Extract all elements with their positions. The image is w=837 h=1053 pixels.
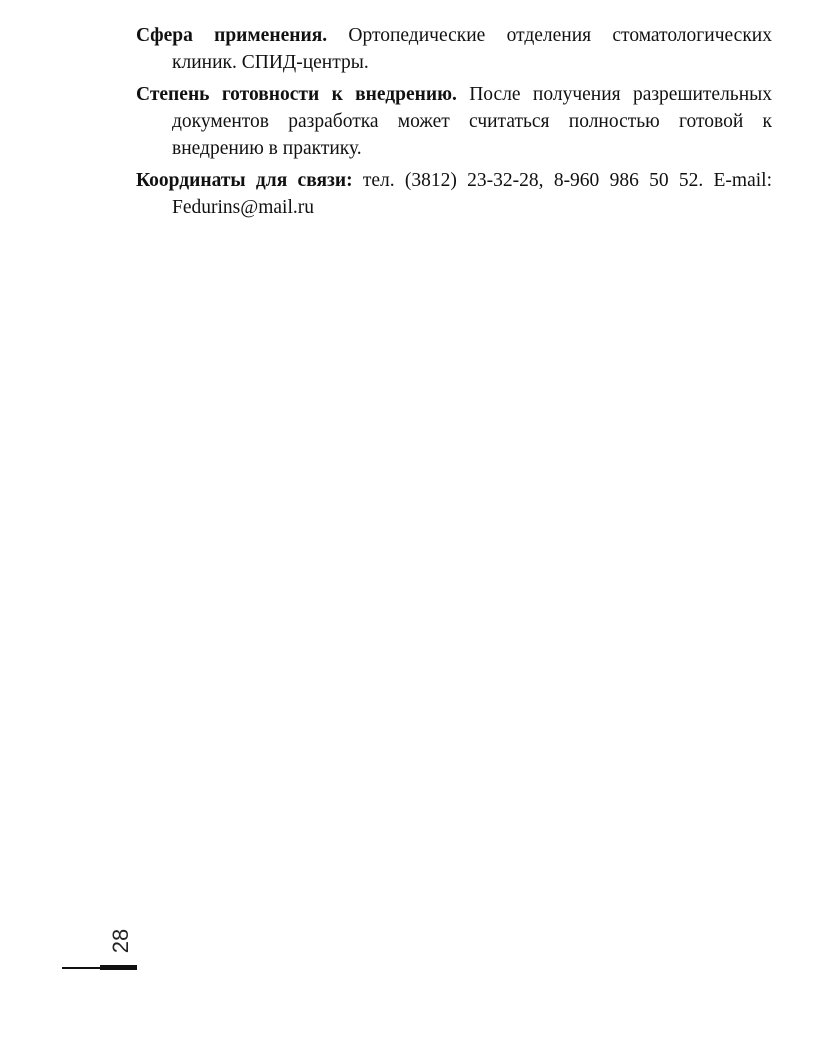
contacts-text: тел. (3812) 23-32-28, 8-960 986 50 52. E-mail: Fedurins@mail.ru bbox=[172, 170, 773, 218]
application-scope-paragraph bbox=[136, 22, 772, 76]
document-body bbox=[136, 22, 772, 226]
page-number: 28 bbox=[108, 928, 133, 954]
contacts-paragraph bbox=[136, 167, 772, 221]
readiness-paragraph bbox=[136, 81, 772, 162]
contacts-label: Координаты для связи: bbox=[136, 170, 353, 191]
page-rule-thick bbox=[100, 965, 137, 970]
application-scope-text: Ортопедические отделения стоматологических клиник. СПИД-центры. bbox=[172, 25, 772, 73]
readiness-text: После получения разрешительных документов разработка может считаться полностью готовой к внедрению в практику. bbox=[172, 84, 772, 159]
readiness-label: Степень готовности к внедрению. bbox=[136, 84, 457, 105]
application-scope-label: Сфера применения. bbox=[136, 25, 328, 46]
